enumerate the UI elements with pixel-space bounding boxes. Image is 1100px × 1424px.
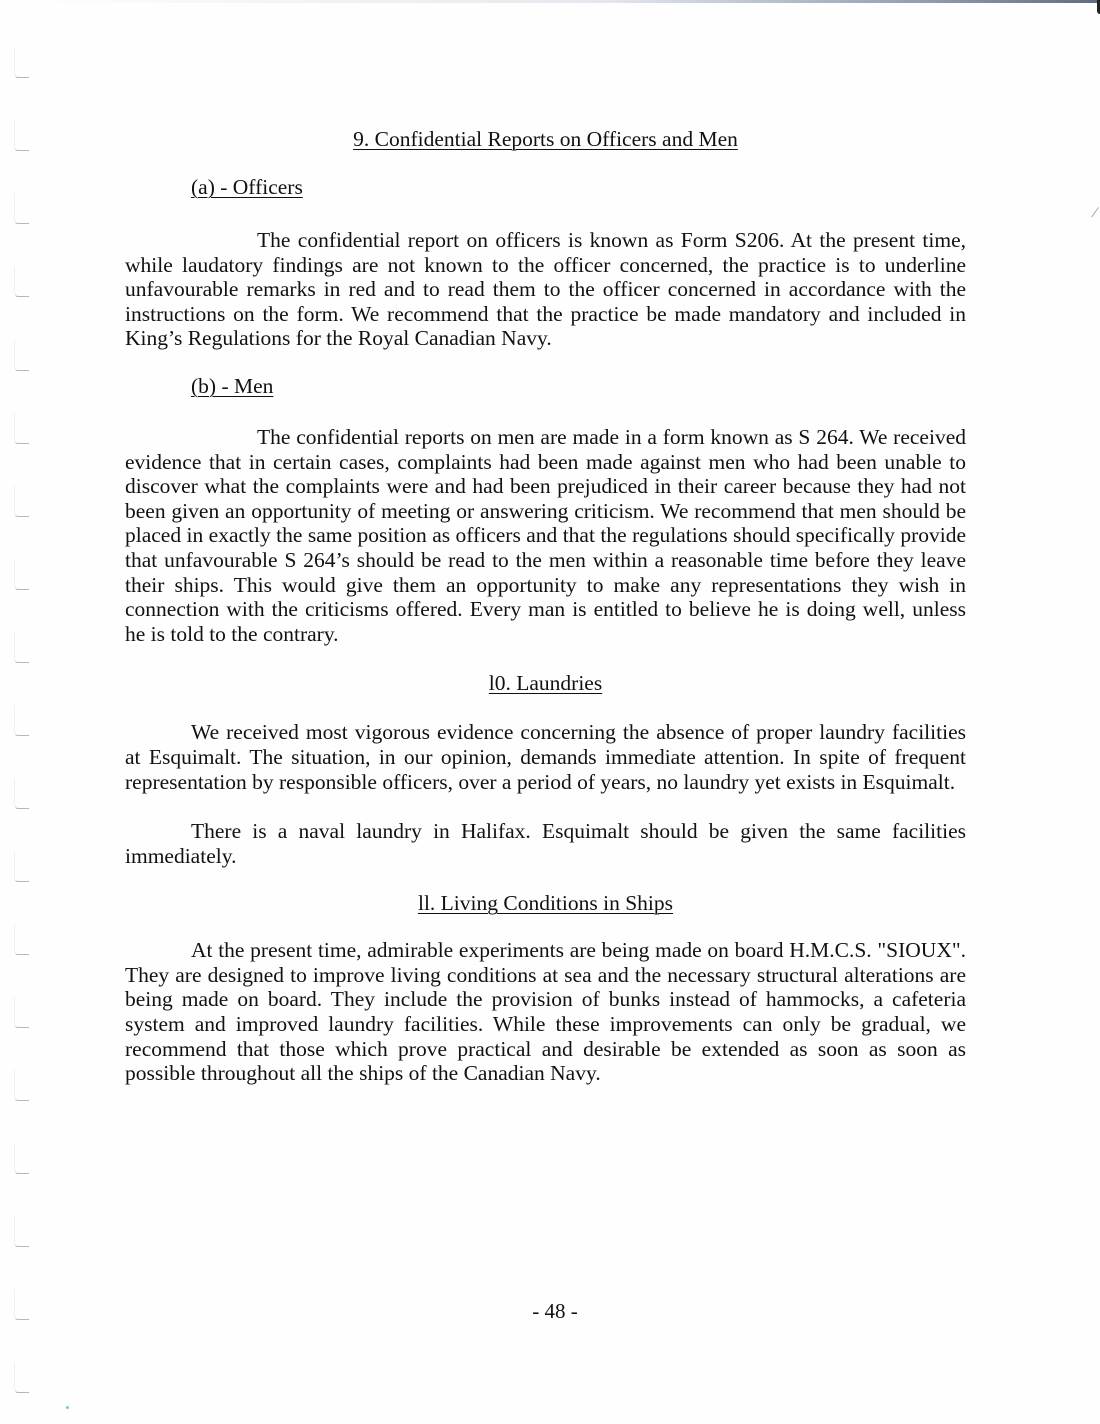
binder-mark [14, 413, 29, 444]
scan-speck [1091, 207, 1100, 221]
binder-mark [14, 1143, 29, 1174]
paragraph-officers: The confidential report on officers is known as Form S206. At the present time, while laudatory findings are not known to the officer concerned, the practice is to underline unfavourable remarks in red and to read them to the officer concerned in accordance with the instructions on the form. We recommend that the practice be made mandatory and included in King’s Regulations for the Royal Canadian Navy. [125, 228, 966, 351]
binder-mark [14, 120, 29, 151]
scan-top-edge [0, 0, 1100, 3]
subsection-heading-text: (a) - Officers [191, 175, 303, 199]
section-title-living-conditions [125, 890, 966, 916]
section-title-text: 9. Confidential Reports on Officers and Men [353, 127, 738, 151]
binder-mark [14, 1070, 29, 1101]
scan-dot [66, 1406, 69, 1409]
section-title-text: l0. Laundries [488, 671, 603, 696]
subsection-heading-text: (b) - Men [191, 373, 274, 398]
document-body [125, 126, 966, 1086]
paragraph-laundries-2: There is a naval laundry in Halifax. Esquimalt should be given the same facilities immediately. [125, 819, 966, 868]
page-number: - 48 - [532, 1299, 578, 1323]
section-title-confidential-reports [125, 126, 966, 152]
subsection-heading-officers [125, 174, 966, 200]
binder-mark [14, 851, 29, 882]
binder-mark [14, 486, 29, 517]
subsection-heading-men [125, 373, 966, 399]
binder-mark [14, 266, 29, 297]
section-title-text: ll. Living Conditions in Ships [417, 891, 674, 916]
paragraph-men: The confidential reports on men are made in a form known as S 264. We received evidence that in certain cases, complaints had been made against men who had been unable to discover what the complaints were and had been prejudiced in their career because they had not been given an opportunity of meeting or answering criticism. We recommend that men should be placed in exactly the same position as officers and that the regulations should specifically provide that unfavourable S 264’s should be read to the men within a reasonable time before they leave their ships. This would give them an opportunity to make any representations they wish in connection with the criticisms offered. Every man is entitled to believe he is doing well, unless he is told to the contrary. [125, 424, 966, 646]
binder-mark [14, 1362, 29, 1393]
paragraph-living-conditions: At the present time, admirable experiments are being made on board H.M.C.S. "SIOUX". They are designed to improve living conditions at sea and the necessary structural alterations are being made on board. They include the provision of bunks instead of hammocks, a cafeteria system and improved laundry facilities. While these improvements can only be gradual, we recommend that those which prove practical and desirable be extended as soon as soon as possible throughout all the ships of the Canadian Navy. [125, 938, 966, 1086]
binder-mark [14, 340, 29, 371]
binder-mark [14, 47, 29, 78]
binder-mark [14, 997, 29, 1028]
paragraph-laundries-1: We received most vigorous evidence concerning the absence of proper laundry facilities at Esquimalt. The situation, in our opinion, demands immediate attention. In spite of frequent representation by responsible officers, over a period of years, no laundry yet exists in Esquimalt. [125, 720, 966, 794]
binder-mark [14, 924, 29, 955]
binder-mark [14, 1216, 29, 1247]
section-title-laundries [125, 670, 966, 696]
binder-mark [14, 193, 29, 224]
binder-mark [14, 559, 29, 590]
binder-mark [14, 632, 29, 663]
binder-hole-marks [12, 0, 32, 1424]
binder-mark [14, 778, 29, 809]
binder-mark [14, 705, 29, 736]
